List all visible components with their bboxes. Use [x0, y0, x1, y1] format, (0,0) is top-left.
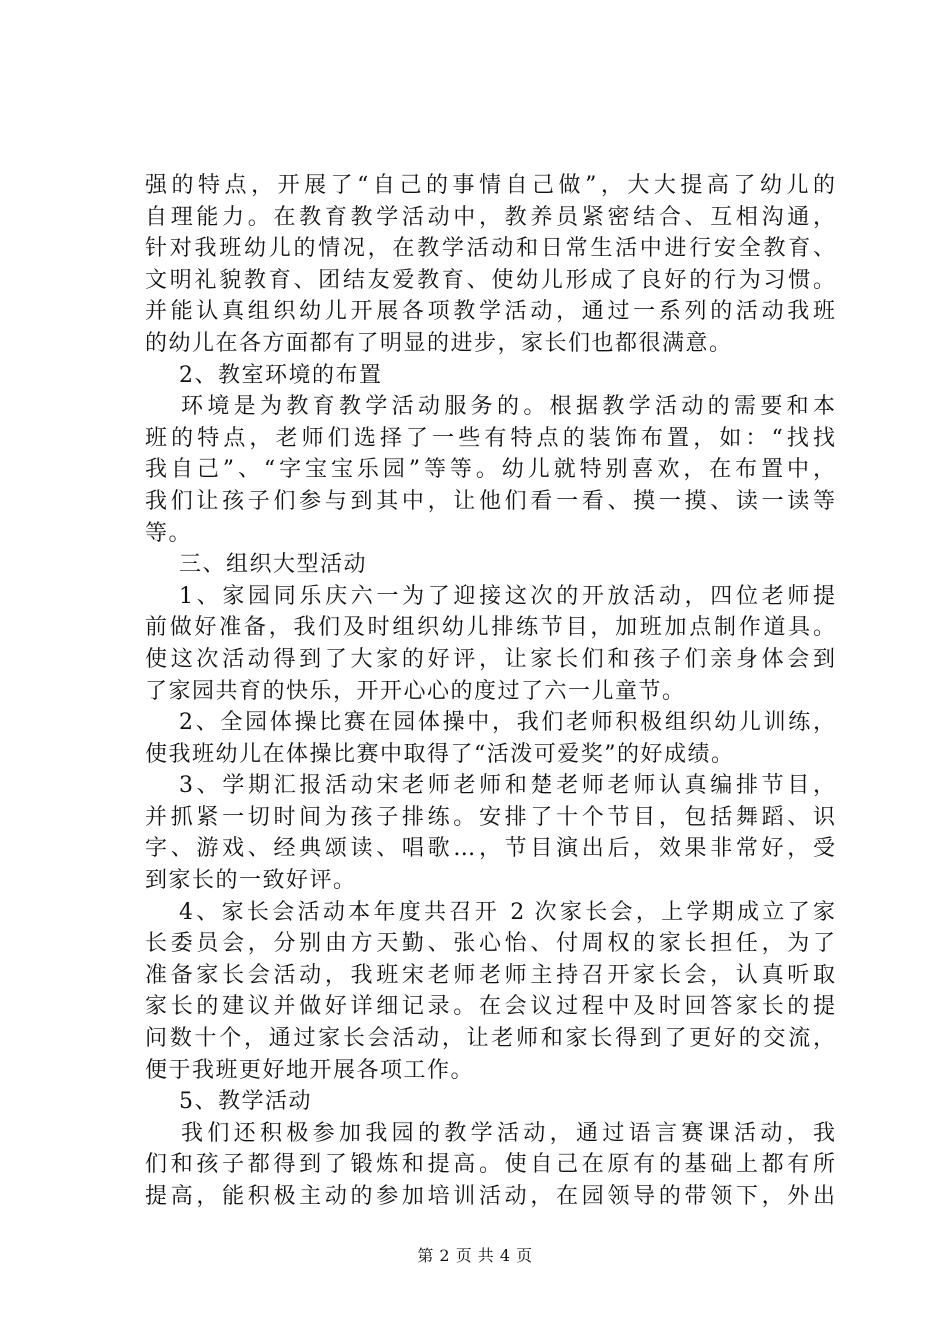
page-footer: 第 2 页 共 4 页 — [417, 1246, 533, 1265]
text-line: 三、组织大型活动 — [179, 552, 368, 578]
text-line: 并能认真组织幼儿开展各项教学活动，通过一系列的活动我班 — [145, 299, 835, 325]
text-line: 到家长的一致好评。 — [145, 868, 357, 894]
text-line: 长委员会，分别由方天勤、张心怡、付周权的家长担任，为了 — [145, 931, 835, 957]
text-line: 强的特点，开展了“自己的事情自己做”，大大提高了幼儿的 — [145, 173, 835, 198]
text-line: 准备家长会活动，我班宋老师老师主持召开家长会，认真听取 — [145, 962, 835, 988]
text-line: 使我班幼儿在体操比赛中取得了“活泼可爱奖”的好成绩。 — [145, 741, 735, 767]
text-line: 提高，能积极主动的参加培训活动，在园领导的带领下，外出 — [145, 1184, 835, 1209]
text-line: 字、游戏、经典颂读、唱歌…，节目演出后，效果非常好，受 — [145, 836, 835, 862]
text-line: 并抓紧一切时间为孩子排练。安排了十个节目，包括舞蹈、识 — [145, 804, 835, 830]
text-line: 使这次活动得到了大家的好评，让家长们和孩子们亲身体会到 — [145, 646, 835, 672]
text-line: 家长的建议并做好详细记录。在会议过程中及时回答家长的提 — [145, 994, 835, 1020]
text-line: 环境是为教育教学活动服务的。根据教学活动的需要和本 — [181, 394, 835, 420]
text-line: 前做好准备，我们及时组织幼儿排练节目，加班加点制作道具。 — [145, 615, 835, 641]
text-line: 我自己”、“字宝宝乐园”等等。幼儿就特别喜欢，在布置中， — [145, 457, 835, 483]
text-line: 1、家园同乐庆六一为了迎接这次的开放活动，四位老师提 — [179, 583, 835, 609]
text-line: 班的特点，老师们选择了一些有特点的装饰布置，如：“找找 — [145, 425, 835, 451]
text-line: 等。 — [145, 520, 193, 546]
text-line: 4、家长会活动本年度共召开 2 次家长会，上学期成立了家 — [179, 899, 835, 925]
text-line: 自理能力。在教育教学活动中，教养员紧密结合、互相沟通， — [145, 204, 835, 230]
text-line: 们和孩子都得到了锻炼和提高。使自己在原有的基础上都有所 — [145, 1152, 835, 1178]
text-line: 我们让孩子们参与到其中，让他们看一看、摸一摸、读一读等 — [145, 488, 835, 514]
text-line: 问数十个，通过家长会活动，让老师和家长得到了更好的交流， — [145, 1026, 835, 1052]
text-line: 便于我班更好地开展各项工作。 — [145, 1057, 475, 1083]
text-line: 2、全园体操比赛在园体操中，我们老师积极组织幼儿训练， — [179, 710, 835, 736]
document-body — [145, 170, 835, 1213]
text-line: 针对我班幼儿的情况，在教学活动和日常生活中进行安全教育、 — [145, 236, 835, 262]
text-line: 2、教室环境的布置 — [179, 362, 383, 388]
text-line: 3、学期汇报活动宋老师老师和楚老师老师认真编排节目， — [179, 773, 835, 799]
text-line: 我们还积极参加我园的教学活动，通过语言赛课活动，我 — [181, 1120, 835, 1146]
text-line: 文明礼貌教育、团结友爱教育、使幼儿形成了良好的行为习惯。 — [145, 267, 835, 293]
text-line: 5、教学活动 — [179, 1089, 312, 1115]
text-line: 了家园共育的快乐，开开心心的度过了六一儿童节。 — [145, 678, 686, 704]
text-line: 的幼儿在各方面都有了明显的进步，家长们也都很满意。 — [145, 330, 733, 356]
